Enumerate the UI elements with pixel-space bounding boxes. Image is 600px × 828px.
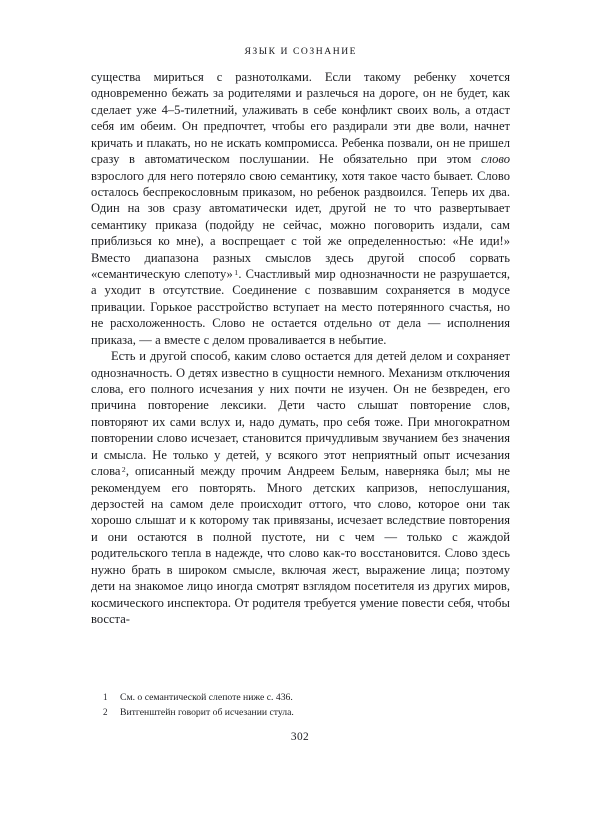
footnote-text: Витгенштейн говорит об исчезании стула. — [120, 707, 294, 719]
footnote-number: 2 — [103, 707, 108, 718]
footnote-number: 1 — [103, 692, 108, 702]
footnote-reference[interactable]: 1 — [234, 267, 239, 277]
text-run: , описанный между прочим Андреем Белым, наверняка был; мы не рекомендуем его повторять. Много детских капризов, непослушания, дерзостей на самом деле происходит оттого, что слово, которое они так хорошо слышат и к которому так привязаны, исчезает вследствие повторения и они остаются в полной пустоте, ни с чем — только с жаждой родительского тепла в надежде, что слово как-то восстановится. Слово здесь нужно брать в широком смысле, включая жест, выражение лица; поэтому дети на знакомое лицо иногда смотрят взглядом посетителя из других миров, космического инспектора. От родителя требуется умение повести себя, чтобы восста- — [91, 464, 510, 626]
body-text-block — [91, 69, 510, 627]
footnote-item — [103, 690, 513, 705]
text-run: Есть и другой способ, каким слово остается для детей делом и сохраняет однозначность. О детях известно в сущности немного. Механизм отключения слова, его полного исчезания у них почти не изучен. Он не безвреден, его причина повторение лексики. Дети часто слышат повторение слов, повторяют их сами вслух и, надо думать, про себя тоже. При многократном повторении слово исчезает, становится причудливым звучанием без значения и смысла. Не только у детей, у всякого этот неприятный опыт исчезания слова — [91, 349, 510, 479]
paragraph — [91, 69, 510, 348]
footnote-item — [103, 705, 513, 720]
footnote-text: См. о семантической слепоте ниже с. 436. — [120, 692, 293, 703]
text-run: взрослого для него потеряло свою семантику, хотя такое часто бывает. Слово осталось беспрекословным приказом, но ребенок раздвоился. Теперь их два. Один на зов сразу автоматически идет, другой не то что развертывает семантику приказа (подойду не сейчас, можно поговорить издали, сам приблизься ко мне), а воспрещает с той же определенностью: «Не иди!» Вместо диапазона разных смыслов здесь другой способ сорвать «семантическую слепоту» — [91, 168, 510, 282]
emphasised-word: слово — [480, 152, 510, 167]
footnotes-block — [103, 690, 513, 720]
text-run: . Счастливый мир однозначности не разрушается, а уходит в отсутствие. Соединение с позвавшим сохраняется в модусе привации. Горькое расстройство вступает на место потерянного счастья, но не расхоложенность. Слово не остается отдельно от дела — исполнения приказа, — а вместе с делом проваливается в небытие. — [91, 267, 510, 347]
footnote-reference[interactable]: 2 — [121, 464, 126, 474]
paragraph — [91, 348, 510, 627]
text-run: существа мириться с разнотолками. Если такому ребенку хочется одновременно бежать за родителями и разлечься на дороге, он не будет, как сделает уже 4–5-тилетний, улаживать в себе конфликт своих воль, а отдаст себя им обеим. Он предпочтет, чтобы его раздирали эти две воли, начнет кричать и плакать, но не искать компромисса. Ребенка позвали, он не пришел сразу в автоматическом послушании. Не обязательно при этом — [91, 70, 510, 167]
page-number: 302 — [290, 731, 310, 743]
running-head: ЯЗЫК И СОЗНАНИЕ — [244, 46, 358, 57]
